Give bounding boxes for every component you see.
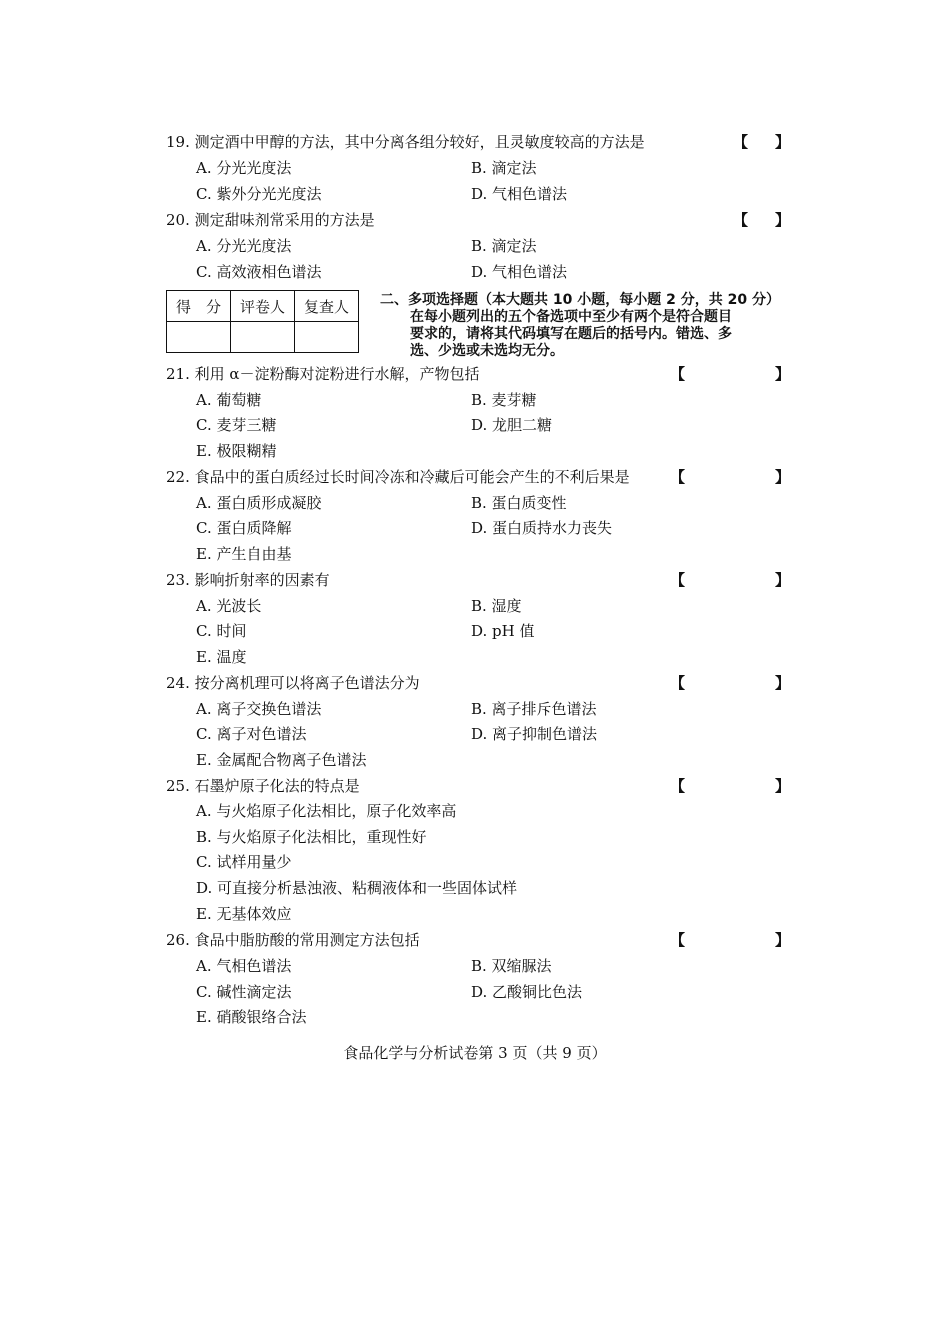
option-c: C. 离子对色谱法 — [196, 725, 307, 743]
answer-bracket-open: 【 — [670, 931, 686, 949]
grader-cell — [231, 322, 295, 353]
option-c: C. 碱性滴定法 — [196, 983, 292, 1001]
answer-bracket-close: 】 — [775, 931, 791, 949]
grader-header: 评卷人 — [231, 291, 295, 322]
option-a: A. 气相色谱法 — [196, 957, 292, 975]
option-b: B. 滴定法 — [471, 159, 537, 177]
option-b: B. 湿度 — [471, 597, 522, 615]
option-a: A. 蛋白质形成凝胶 — [196, 494, 322, 512]
option-e: E. 温度 — [196, 648, 247, 666]
section-instruction: 要求的，请将其代码填写在题后的括号内。错选、多 — [410, 326, 732, 342]
option-a: A. 离子交换色谱法 — [196, 700, 322, 718]
answer-bracket-close: 】 — [775, 777, 791, 795]
question-21: 21. 利用 α－淀粉酶对淀粉进行水解，产物包括 — [166, 365, 480, 383]
answer-bracket-open: 【 — [670, 365, 686, 383]
page-footer: 食品化学与分析试卷第 3 页（共 9 页） — [343, 1044, 607, 1062]
option-c: C. 紫外分光光度法 — [196, 185, 322, 203]
option-e: E. 产生自由基 — [196, 545, 292, 563]
answer-bracket-close: 】 — [775, 133, 791, 151]
option-d: D. 乙酸铜比色法 — [471, 983, 583, 1001]
option-a: A. 分光光度法 — [196, 159, 292, 177]
answer-bracket-close: 】 — [775, 674, 791, 692]
option-d: D. 蛋白质持水力丧失 — [471, 519, 613, 537]
question-19: 19. 测定酒中甲醇的方法，其中分离各组分较好，且灵敏度较高的方法是 — [166, 133, 645, 151]
answer-bracket-open: 【 — [670, 674, 686, 692]
reviewer-header: 复查人 — [295, 291, 359, 322]
answer-bracket-close: 】 — [775, 468, 791, 486]
option-a: A. 与火焰原子化法相比，原子化效率高 — [196, 802, 457, 820]
option-b: B. 麦芽糖 — [471, 391, 537, 409]
option-e: E. 无基体效应 — [196, 905, 292, 923]
question-24: 24. 按分离机理可以将离子色谱法分为 — [166, 674, 420, 692]
question-23: 23. 影响折射率的因素有 — [166, 571, 330, 589]
answer-bracket-open: 【 — [733, 211, 749, 229]
option-c: C. 高效液相色谱法 — [196, 263, 322, 281]
question-26: 26. 食品中脂肪酸的常用测定方法包括 — [166, 931, 420, 949]
score-table — [166, 290, 359, 353]
answer-bracket-close: 】 — [775, 571, 791, 589]
answer-bracket-open: 【 — [670, 571, 686, 589]
option-e: E. 金属配合物离子色谱法 — [196, 751, 367, 769]
option-d: D. 离子抑制色谱法 — [471, 725, 598, 743]
option-a: A. 光波长 — [196, 597, 262, 615]
option-d: D. 气相色谱法 — [471, 263, 568, 281]
question-22: 22. 食品中的蛋白质经过长时间冷冻和冷藏后可能会产生的不利后果是 — [166, 468, 630, 486]
option-e: E. 极限糊精 — [196, 442, 277, 460]
section-instruction: 在每小题列出的五个备选项中至少有两个是符合题目 — [410, 309, 732, 325]
score-header: 得 分 — [167, 291, 231, 322]
reviewer-cell — [295, 322, 359, 353]
option-e: E. 硝酸银络合法 — [196, 1008, 307, 1026]
option-d: D. 可直接分析悬浊液、粘稠液体和一些固体试样 — [196, 879, 518, 897]
answer-bracket-close: 】 — [775, 365, 791, 383]
answer-bracket-open: 【 — [670, 777, 686, 795]
option-c: C. 试样用量少 — [196, 853, 292, 871]
answer-bracket-close: 】 — [775, 211, 791, 229]
option-c: C. 麦芽三糖 — [196, 416, 277, 434]
option-b: B. 离子排斥色谱法 — [471, 700, 597, 718]
question-25: 25. 石墨炉原子化法的特点是 — [166, 777, 360, 795]
option-d: D. 龙胆二糖 — [471, 416, 553, 434]
option-d: D. 气相色谱法 — [471, 185, 568, 203]
option-a: A. 分光光度法 — [196, 237, 292, 255]
option-d: D. pH 值 — [471, 622, 535, 640]
question-20: 20. 测定甜味剂常采用的方法是 — [166, 211, 375, 229]
section-title: 二、多项选择题（本大题共 10 小题，每小题 2 分，共 20 分） — [380, 292, 780, 308]
option-b: B. 双缩脲法 — [471, 957, 552, 975]
option-b: B. 蛋白质变性 — [471, 494, 567, 512]
answer-bracket-open: 【 — [670, 468, 686, 486]
option-a: A. 葡萄糖 — [196, 391, 262, 409]
option-c: C. 蛋白质降解 — [196, 519, 292, 537]
option-b: B. 与火焰原子化法相比，重现性好 — [196, 828, 427, 846]
answer-bracket-open: 【 — [733, 133, 749, 151]
score-cell — [167, 322, 231, 353]
option-b: B. 滴定法 — [471, 237, 537, 255]
section-instruction: 选、少选或未选均无分。 — [410, 343, 564, 359]
option-c: C. 时间 — [196, 622, 247, 640]
